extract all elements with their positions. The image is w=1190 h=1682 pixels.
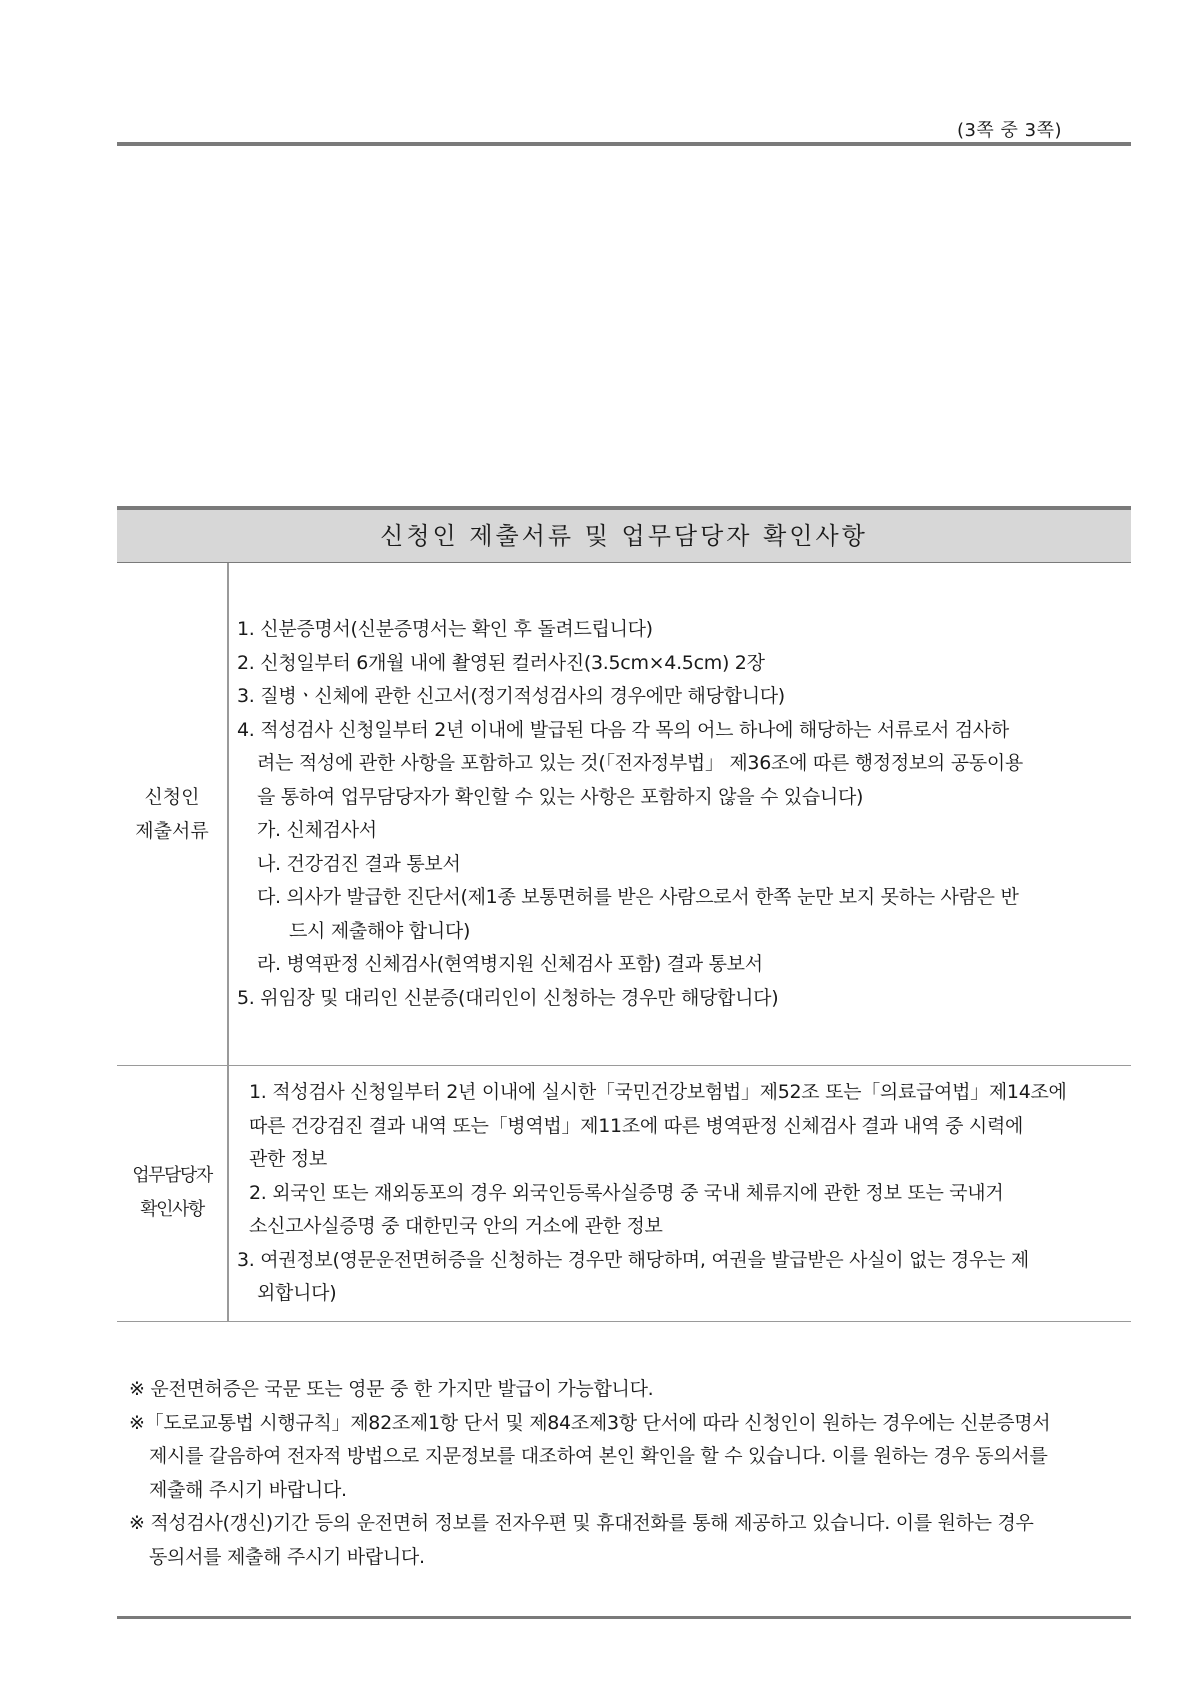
check-line: 외합니다) [257,1282,337,1304]
section-title: 신청인 제출서류 및 업무담당자 확인사항 [117,506,1131,562]
note-line: ※「도로교통법 시행규칙」제82조제1항 단서 및 제84조제3항 단서에 따라 신청인이 원하는 경우에는 신분증명서 [129,1411,1051,1434]
table-bottom-border [117,1321,1131,1322]
submission-section [117,506,1131,1322]
applicant-docs-label-line2: 제출서류 [135,820,209,842]
note-line: ※ 운전면허증은 국문 또는 영문 중 한 가지만 발급이 가능합니다. [129,1378,654,1400]
officer-check-content [229,1066,1131,1321]
doc-subitem: 다. 의사가 발급한 진단서(제1종 보통면허를 받은 사람으로서 한쪽 눈만 보지 못하는 사람은 반 [257,886,1019,908]
check-line: 따른 건강검진 결과 내역 또는「병역법」제11조에 따른 병역판정 신체검사 결과 내역 중 시력에 [249,1114,1024,1137]
check-line: 2. 외국인 또는 재외동포의 경우 외국인등록사실증명 중 국내 체류지에 관한 정보 또는 국내거 [249,1181,1004,1204]
doc-line: 3. 질병ㆍ신체에 관한 신고서(정기적성검사의 경우에만 해당합니다) [237,685,785,707]
doc-line: 을 통하여 업무담당자가 확인할 수 있는 사항은 포함하지 않을 수 있습니다) [257,785,864,808]
top-rule [117,142,1131,146]
note-line: 제출해 주시기 바랍니다. [149,1478,347,1501]
doc-subitem: 가. 신체검사서 [257,819,377,841]
doc-subitem: 드시 제출해야 합니다) [289,919,471,942]
doc-subitem: 라. 병역판정 신체검사(현역병지원 신체검사 포함) 결과 통보서 [257,953,763,975]
doc-line: 려는 적성에 관한 사항을 포함하고 있는 것(「전자정부법」 제36조에 따른 행정정보의 공동이용 [257,752,1023,774]
bottom-rule [117,1616,1131,1619]
officer-check-label-line2: 확인사항 [140,1199,204,1221]
applicant-docs-row [117,562,1131,1065]
applicant-docs-content [229,563,1131,1065]
note-line: ※ 적성검사(갱신)기간 등의 운전면허 정보를 전자우편 및 휴대전화를 통해 제공하고 있습니다. 이를 원하는 경우 [129,1512,1034,1534]
notes [129,1373,1129,1574]
doc-subitem: 나. 건강검진 결과 통보서 [257,852,461,875]
note-line: 동의서를 제출해 주시기 바랍니다. [149,1545,425,1568]
doc-line: 2. 신청일부터 6개월 내에 촬영된 컬러사진(3.5cm×4.5cm) 2장 [237,651,765,674]
officer-check-row [117,1065,1131,1321]
check-line: 1. 적성검사 신청일부터 2년 이내에 실시한「국민건강보험법」제52조 또는「의료급여법」제14조에 [249,1081,1067,1103]
check-line: 3. 여권정보(영문운전면허증을 신청하는 경우만 해당하며, 여권을 발급받은 사실이 없는 경우는 제 [237,1248,1029,1271]
doc-line: 5. 위임장 및 대리인 신분증(대리인이 신청하는 경우만 해당합니다) [237,986,779,1009]
note-line: 제시를 갈음하여 전자적 방법으로 지문정보를 대조하여 본인 확인을 할 수 있습니다. 이를 원하는 경우 동의서를 [149,1445,1048,1467]
page-count: (3쪽 중 3쪽) [956,120,1062,141]
officer-check-label [117,1066,229,1321]
applicant-docs-label [117,563,229,1065]
doc-line: 1. 신분증명서(신분증명서는 확인 후 돌려드립니다) [237,618,653,640]
check-line: 관한 정보 [249,1148,327,1170]
applicant-docs-label-line1: 신청인 [144,786,200,808]
check-line: 소신고사실증명 중 대한민국 안의 거소에 관한 정보 [249,1215,663,1237]
doc-line: 4. 적성검사 신청일부터 2년 이내에 발급된 다음 각 목의 어느 하나에 해당하는 서류로서 검사하 [237,718,1009,741]
officer-check-label-line1: 업무담당자 [132,1165,212,1187]
